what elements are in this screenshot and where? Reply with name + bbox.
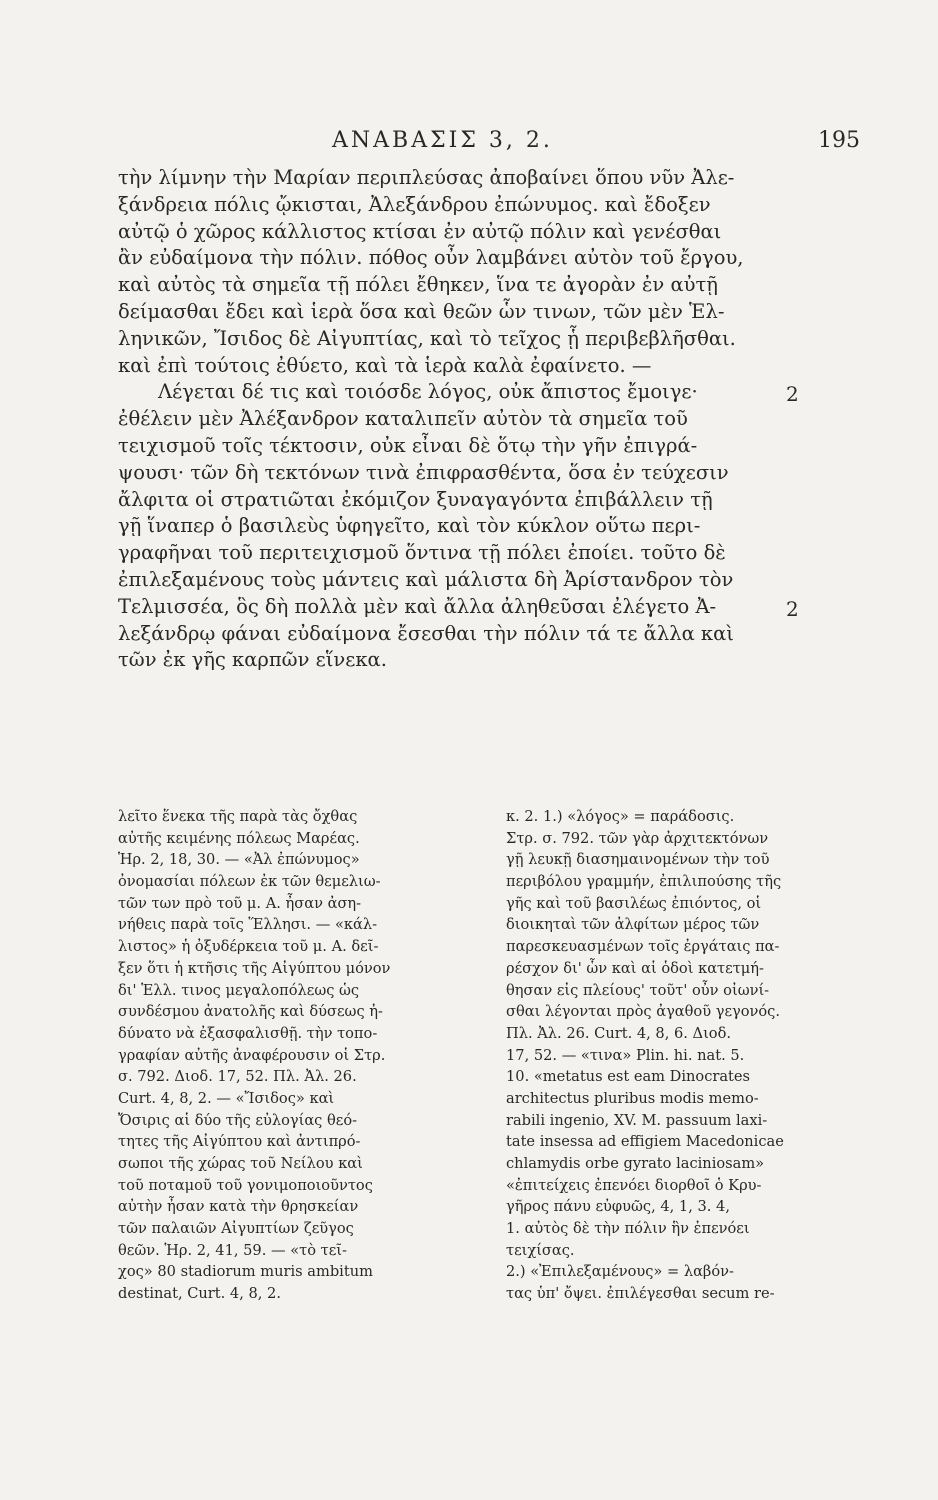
- note-line: παρεσκευασμένων τοῖς ἐργάταις πα-: [506, 938, 780, 956]
- note-line: ρέσχον δι' ὧν καὶ αἱ ὁδοὶ κατετμή-: [506, 959, 764, 977]
- note-line: δι' Ἑλλ. τινος μεγαλοπόλεως ὡς: [118, 981, 360, 999]
- note-line: νήθεις παρὰ τοῖς Ἕλλησι. — «κάλ-: [118, 916, 378, 934]
- text-line: Λέγεται δέ τις καὶ τοιόσδε λόγος, οὐκ ἄπιστος ἔμοιγε·: [158, 380, 698, 404]
- main-text: [118, 165, 776, 674]
- note-line: ξεν ὅτι ἡ κτῆσις τῆς Αἰγύπτου μόνον: [118, 959, 391, 977]
- text-line: ἂν εὐδαίμονα τὴν πόλιν. πόθος οὖν λαμβάνει αὐτὸν τοῦ ἔργου,: [118, 246, 744, 270]
- section-number: 2: [786, 597, 799, 621]
- note-line: Ἡρ. 2, 18, 30. — «Ἀλ ἐπώνυμος»: [118, 851, 360, 869]
- text-line: ψουσι· τῶν δὴ τεκτόνων τινὰ ἐπιφρασθέντα, ὅσα ἐν τεύχεσιν: [118, 460, 729, 484]
- note-line: τητες τῆς Αἰγύπτου καὶ ἀντιπρό-: [118, 1133, 361, 1151]
- note-line: architectus pluribus modis memo-: [506, 1089, 759, 1107]
- note-line: γῇ λευκῇ διασημαινομένων τὴν τοῦ: [506, 851, 770, 869]
- footnotes-left-column: [118, 806, 440, 1305]
- note-line: Ὄσιρις αἱ δύο τῆς εὐλογίας θεό-: [118, 1111, 358, 1129]
- note-line: θεῶν. Ἡρ. 2, 41, 59. — «τὸ τεῖ-: [118, 1241, 347, 1259]
- note-line: «ἐπιτείχεις ἐπενόει διορθοῖ ὁ Κρυ-: [506, 1176, 762, 1194]
- text-line: καὶ ἐπὶ τούτοις ἐθύετο, καὶ τὰ ἱερὰ καλὰ ἐφαίνετο. —: [118, 353, 652, 377]
- note-line: γῆς καὶ τοῦ βασιλέως ἐπιόντος, οἱ: [506, 894, 762, 912]
- note-line: σθαι λέγονται πρὸς ἀγαθοῦ γεγονός.: [506, 1003, 780, 1021]
- note-line: Πλ. Ἀλ. 26. Curt. 4, 8, 6. Διοδ.: [506, 1024, 732, 1042]
- note-line: λιστος» ἡ ὀξυδέρκεια τοῦ μ. Α. δεῖ-: [118, 938, 379, 956]
- note-line: σ. 792. Διοδ. 17, 52. Πλ. Ἀλ. 26.: [118, 1068, 357, 1086]
- text-line: ξάνδρεια πόλις ᾤκισται, Ἀλεξάνδρου ἐπώνυμος. καὶ ἔδοξεν: [118, 192, 711, 216]
- text-line: Τελμισσέα, ὃς δὴ πολλὰ μὲν καὶ ἄλλα ἀληθεῦσαι ἐλέγετο Ἀ-: [118, 594, 717, 618]
- text-line: τειχισμοῦ τοῖς τέκτοσιν, οὐκ εἶναι δὲ ὅτῳ τὴν γῆν ἐπιγρά-: [118, 433, 698, 457]
- text-line: τῶν ἐκ γῆς καρπῶν εἵνεκα.: [118, 648, 387, 672]
- text-line: ἐπιλεξαμένους τοὺς μάντεις καὶ μάλιστα δὴ Ἀρίστανδρον τὸν: [118, 567, 734, 591]
- note-line: διοικηταὶ τῶν ἀλφίτων μέρος τῶν: [506, 916, 760, 934]
- note-line: chlamydis orbe gyrato laciniosam»: [506, 1155, 765, 1172]
- note-line: τειχίσας.: [506, 1241, 575, 1259]
- note-line: Στρ. σ. 792. τῶν γὰρ ἀρχιτεκτόνων: [506, 829, 769, 847]
- note-line: αὐτὴν ἦσαν κατὰ τὴν θρησκείαν: [118, 1198, 359, 1216]
- text-line: γραφῆναι τοῦ περιτειχισμοῦ ὅντινα τῇ πόλει ἐποίει. τοῦτο δὲ: [118, 541, 726, 565]
- note-line: λεῖτο ἕνεκα τῆς παρὰ τὰς ὄχθας: [118, 808, 358, 825]
- footnotes-right-column: [506, 806, 796, 1305]
- note-line: τῶν παλαιῶν Αἰγυπτίων ζεῦγος: [118, 1220, 354, 1238]
- note-line: Curt. 4, 8, 2. — «Ἴσιδος» καὶ: [118, 1089, 335, 1107]
- note-line: σωποι τῆς χώρας τοῦ Νείλου καὶ: [118, 1155, 363, 1172]
- text-line: τὴν λίμνην τὴν Μαρίαν περιπλεύσας ἀποβαίνει ὅπου νῦν Ἀλε-: [118, 166, 735, 189]
- note-line: 10. «metatus est eam Dinocrates: [506, 1068, 751, 1086]
- note-line: 2.) «Ἐπιλεξαμένους» = λαβόν-: [506, 1263, 734, 1281]
- note-line: κ. 2. 1.) «λόγος» = παράδοσις.: [506, 808, 735, 825]
- note-line: τας ὑπ' ὄψει. ἐπιλέγεσθαι secum re-: [506, 1285, 775, 1303]
- note-line: δύνατο νὰ ἐξασφαλισθῇ. τὴν τοπο-: [118, 1024, 378, 1042]
- note-line: γῆρος πάνυ εὐφυῶς, 4, 1, 3. 4,: [506, 1198, 730, 1216]
- text-line: ἐθέλειν μὲν Ἀλέξανδρον καταλιπεῖν αὐτὸν τὰ σημεῖα τοῦ: [118, 407, 688, 431]
- running-header: [120, 128, 860, 160]
- note-line: περιβόλου γραμμήν, ἐπιλιπούσης τῆς: [506, 873, 782, 891]
- running-title: ΑΝΑΒΑΣΙΣ 3, 2.: [332, 128, 553, 153]
- section-number: 2: [786, 382, 799, 406]
- note-line: 17, 52. — «τινα» Plin. hi. nat. 5.: [506, 1046, 745, 1064]
- note-line: tate insessa ad effigiem Macedonicae: [506, 1133, 784, 1151]
- note-line: γραφίαν αὐτῆς ἀναφέρουσιν οἱ Στρ.: [118, 1046, 386, 1064]
- note-line: τῶν των πρὸ τοῦ μ. Α. ἦσαν ἀση-: [118, 894, 362, 912]
- note-line: rabili ingenio, XV. M. passuum laxi-: [506, 1111, 768, 1129]
- text-line: ληνικῶν, Ἴσιδος δὲ Αἰγυπτίας, καὶ τὸ τεῖχος ᾗ περιβεβλῆσθαι.: [118, 326, 736, 350]
- note-line: χος» 80 stadiorum muris ambitum: [118, 1263, 373, 1281]
- note-line: συνδέσμου ἀνατολῆς καὶ δύσεως ἠ-: [118, 1003, 383, 1021]
- note-line: 1. αὐτὸς δὲ τὴν πόλιν ἣν ἐπενόει: [506, 1220, 750, 1238]
- text-line: δείμασθαι ἔδει καὶ ἱερὰ ὅσα καὶ θεῶν ὧν τινων, τῶν μὲν Ἑλ-: [118, 299, 725, 323]
- note-line: αὐτῆς κειμένης πόλεως Μαρέας.: [118, 829, 360, 847]
- text-line: γῇ ἵναπερ ὁ βασιλεὺς ὑφηγεῖτο, καὶ τὸν κύκλον οὕτω περι-: [118, 514, 701, 538]
- text-line: λεξάνδρῳ φάναι εὐδαίμονα ἔσεσθαι τὴν πόλιν τά τε ἄλλα καὶ: [118, 621, 734, 645]
- note-line: θησαν εἰς πλείους' τοῦτ' οὖν οἰωνί-: [506, 981, 770, 999]
- text-line: ἄλφιτα οἱ στρατιῶται ἐκόμιζον ξυναγαγόντα ἐπιβάλλειν τῇ: [118, 487, 713, 511]
- note-line: τοῦ ποταμοῦ τοῦ γονιμοποιοῦντος: [118, 1176, 373, 1194]
- text-line: καὶ αὐτὸς τὰ σημεῖα τῇ πόλει ἔθηκεν, ἵνα τε ἀγορὰν ἐν αὐτῇ: [118, 273, 718, 297]
- note-line: ὀνομασίαι πόλεων ἐκ τῶν θεμελιω-: [118, 873, 381, 891]
- note-line: destinat, Curt. 4, 8, 2.: [118, 1285, 281, 1303]
- text-line: αὐτῷ ὁ χῶρος κάλλιστος κτίσαι ἐν αὐτῷ πόλιν καὶ γενέσθαι: [118, 219, 722, 243]
- footnotes: [118, 806, 790, 1346]
- page-number: 195: [818, 128, 860, 153]
